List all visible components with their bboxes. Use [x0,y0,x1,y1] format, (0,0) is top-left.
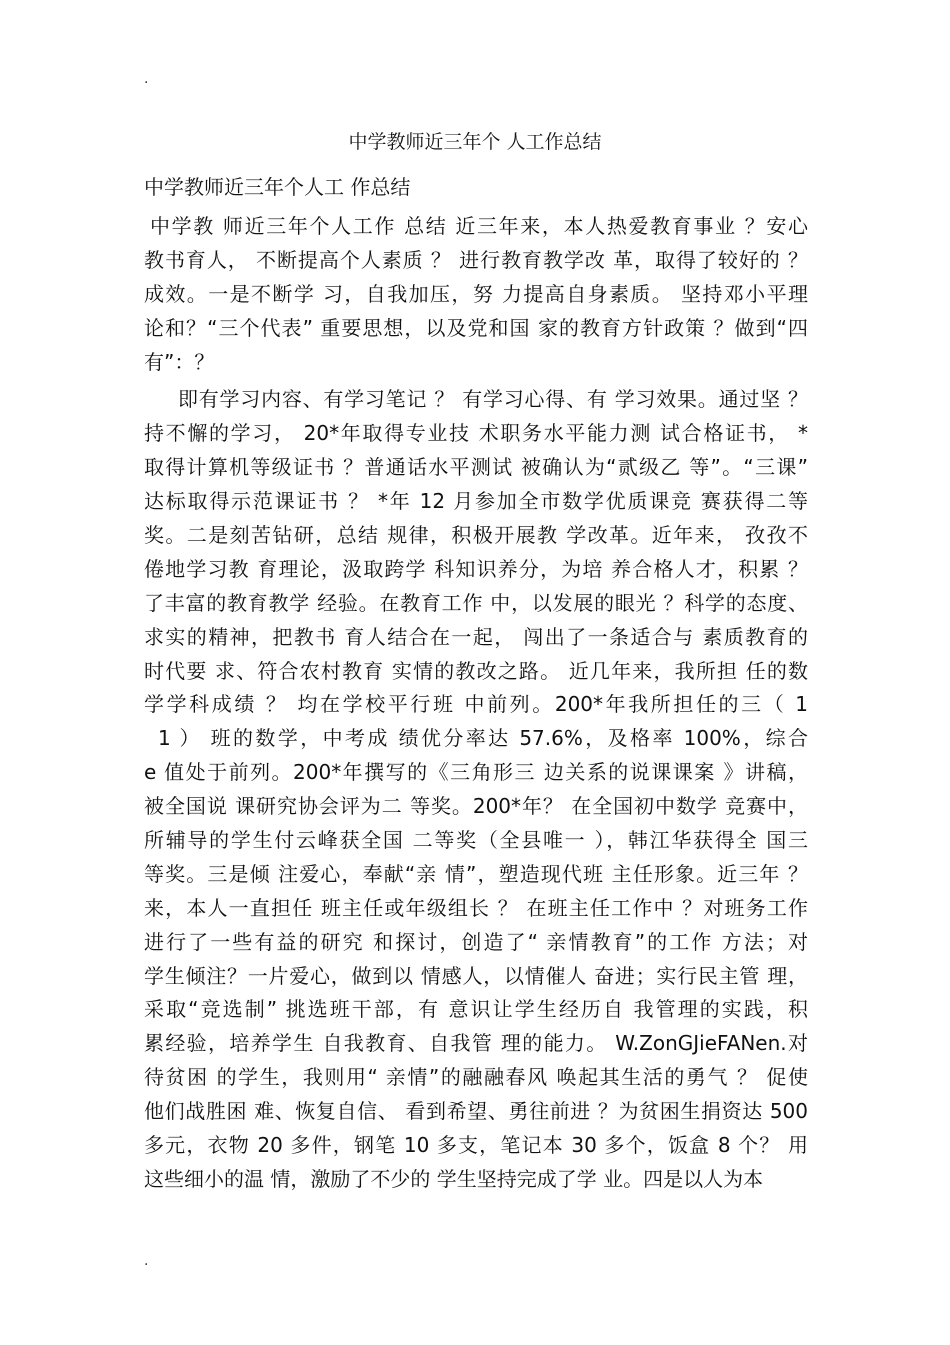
paragraph-line: 成效。一是不断学 习，自我加压，努 力提高自身素质。 坚持邓小平理 [144,281,808,306]
paragraph-line: 了丰富的教育教学 经验。在教育工作 中，以发展的眼光 ？科学的态度、 [144,590,808,615]
paragraph-line: 学生倾注？一片爱心，做到以 情感人，以情催人 奋进；实行民主管 理， [144,963,808,988]
paragraph-line: 即有学习内容、有学习笔记 ？ 有学习心得、有 学习效果。通过坚 ？ [178,387,808,412]
paragraph-line: 来，本人一直担任 班主任或年级组长 ？ 在班主任工作中 ？对班务工作 [144,895,808,920]
paragraph-line: 持不懈的学习， 20*年取得专业技 术职务水平能力测 试合格证书， * [144,421,808,446]
paragraph-line: 这些细小的温 情，激励了不少的 学生坚持完成了学 业。四是以人为本 [144,1166,764,1191]
paragraph-line: 进行了一些有益的研究 和探讨，创造了“ 亲情教育”的工作 方法；对 [144,929,808,954]
document-subtitle: 中学教师近三年个人工 作总结 [144,175,411,199]
paragraph-line: 采取“竞选制” 挑选班干部，有 意识让学生经历自 我管理的实践，积 [144,997,808,1022]
paragraph-2 [144,383,808,1196]
paragraph-line: 时代要 求、符合农村教育 实情的教改之路。 近几年来，我所担 任的数 [144,658,808,683]
paragraph-line: 取得计算机等级证书 ？普通话水平测试 被确认为“贰级乙 等”。“三课” [144,455,808,480]
document-title: 中学教师近三年个 人工作总结 [348,131,602,153]
paragraph-line: 多元，衣物 20 多件，钢笔 10 多支，笔记本 30 多个，饭盒 8 个？ 用 [144,1133,808,1158]
paragraph-line: 有”：？ [144,349,215,374]
paragraph-line: 所辅导的学生付云峰获全国 二等奖（全县唯一 ），韩江华获得全 国三 [144,828,808,853]
document-body [144,210,808,1197]
paragraph-line: 被全国说 课研究协会评为二 等奖。200*年？ 在全国初中数学 竞赛中， [144,794,808,819]
paragraph-line: 他们战胜困 难、恢复自信、 看到希望、勇往前进 ？为贫困生捐资达 500 [144,1099,808,1124]
page-top-mark: . [144,71,149,87]
paragraph-line: 待贫困 的学生，我则用“ 亲情”的融融春风 唤起其生活的勇气 ？ 促使 [144,1065,808,1090]
paragraph-line: 中学教 师近三年个人工作 总结 近三年来，本人热爱教育事业 ？安心 [150,214,808,238]
paragraph-line: 达标取得示范课证书 ？ *年 12 月参加全市数学优质课竞 赛获得二等 [144,489,808,514]
paragraph-1 [144,210,808,379]
paragraph-line: 倦地学习教 育理论，汲取跨学 科知识养分，为培 养合格人才，积累 ？ [144,556,808,581]
paragraph-line: e 值处于前列。200*年撰写的《三角形三 边关系的说课课案 》讲稿， [144,760,808,785]
paragraph-line: 学学科成绩 ？ 均在学校平行班 中前列。200*年我所担任的三（ 1 [144,692,808,717]
paragraph-line: 论和？“三个代表” 重要思想，以及党和国 家的教育方针政策 ？做到“四 [144,315,808,340]
paragraph-line: 累经验，培养学生 自我教育、自我管 理的能力。 W.ZonGJieFANen.对 [144,1031,808,1056]
paragraph-line: 教书育人， 不断提高个人素质 ？ 进行教育教学改 革，取得了较好的 ？ [144,247,808,272]
page-bottom-mark: . [144,1253,149,1269]
paragraph-line: 1 ） 班的数学，中考成 绩优分率达 57.6%，及格率 100%，综合 [158,726,808,751]
paragraph-line: 奖。二是刻苦钻研，总结 规律，积极开展教 学改革。近年来， 孜孜不 [144,523,808,548]
paragraph-line: 求实的精神，把教书 育人结合在一起， 闯出了一条适合与 素质教育的 [144,624,808,649]
paragraph-line: 等奖。三是倾 注爱心，奉献“亲 情”，塑造现代班 主任形象。近三年 ？ [144,861,808,886]
